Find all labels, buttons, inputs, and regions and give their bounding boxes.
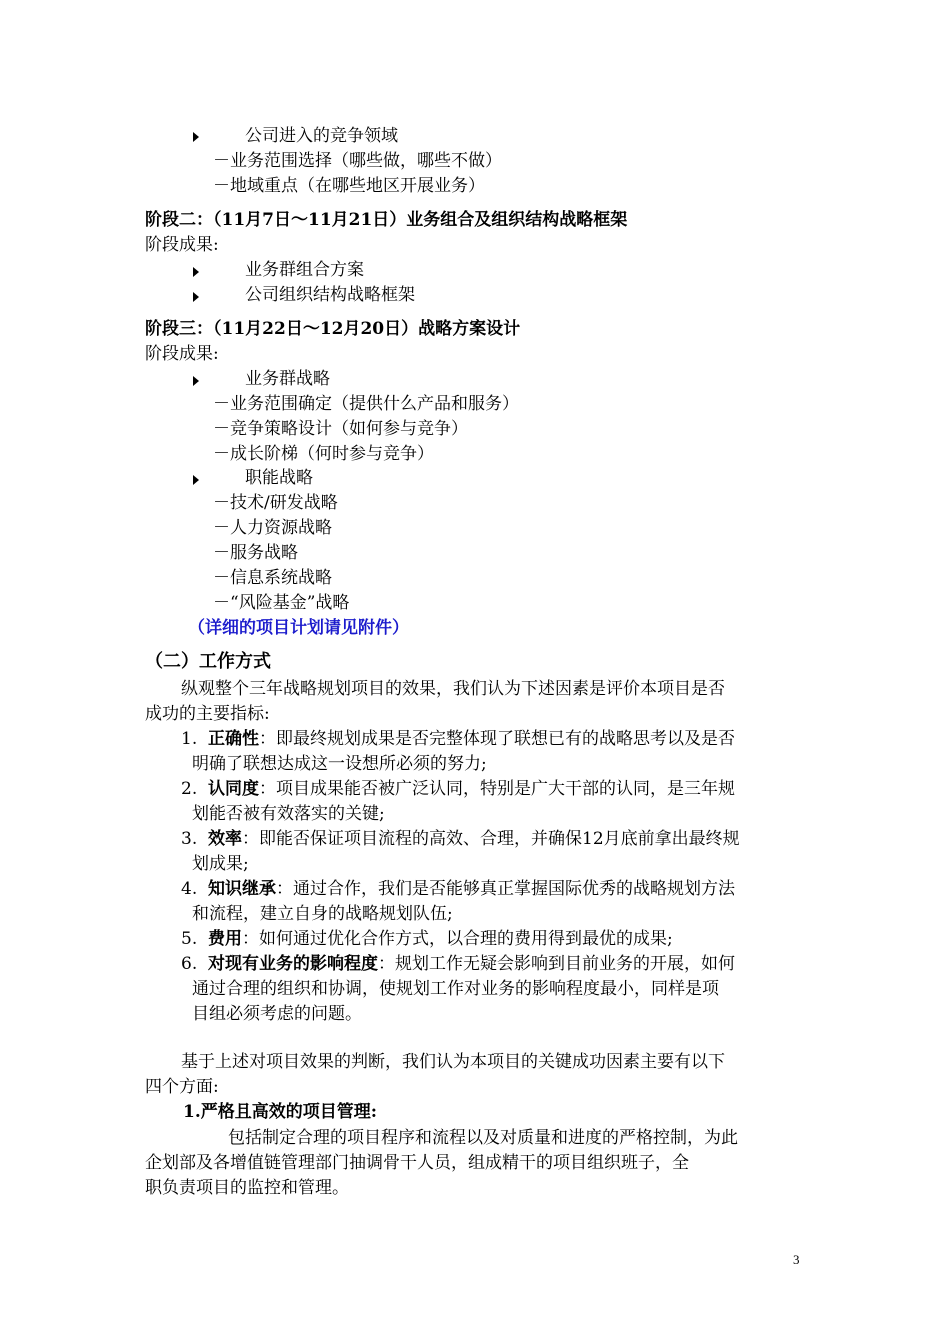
criterion-item: 5. 费用：如何通过优化合作方式，以合理的费用得到最优的成果; [181, 929, 673, 949]
intro-line: 成功的主要指标: [145, 704, 270, 724]
stage2-heading: 阶段二：（11月7日～11月21日）业务组合及组织结构战略框架 [145, 210, 628, 230]
criterion-item: 4. 知识继承：通过合作，我们是否能够真正掌握国际优秀的战略规划方法 [181, 879, 736, 899]
stage3-result-label: 阶段成果: [145, 344, 219, 364]
sub-item: －“风险基金”战略 [213, 593, 350, 613]
sub-item: －服务战略 [213, 543, 298, 563]
factor-title: 1.严格且高效的项目管理: [183, 1102, 378, 1122]
bullet-marker [193, 286, 199, 306]
bullet-marker [193, 370, 199, 390]
criterion-cont: 目组必须考虑的问题。 [192, 1004, 362, 1024]
sub-item: －人力资源战略 [213, 518, 332, 538]
bullet-text: 公司组织结构战略框架 [245, 285, 415, 305]
plan-note: （详细的项目计划请见附件） [188, 618, 409, 638]
sub-item: －技术/研发战略 [213, 493, 338, 513]
stage2-result-label: 阶段成果: [145, 235, 219, 255]
criterion-cont: 划成果; [192, 854, 249, 874]
para-line: 四个方面: [145, 1077, 219, 1097]
para-line: 基于上述对项目效果的判断，我们认为本项目的关键成功因素主要有以下 [181, 1052, 725, 1072]
criterion-cont: 和流程，建立自身的战略规划队伍; [192, 904, 453, 924]
criterion-item: 1. 正确性：即最终规划成果是否完整体现了联想已有的战略思考以及是否 [181, 729, 736, 749]
sub-item: －竞争策略设计（如何参与竞争） [213, 419, 468, 439]
bullet-text: 业务群组合方案 [245, 260, 364, 280]
sub-item: －信息系统战略 [213, 568, 332, 588]
criterion-item: 2. 认同度：项目成果能否被广泛认同，特别是广大干部的认同，是三年规 [181, 779, 736, 799]
sub-item: －业务范围确定（提供什么产品和服务） [213, 394, 519, 414]
section-heading: （二）工作方式 [145, 651, 271, 672]
criterion-item: 3. 效率：即能否保证项目流程的高效、合理，并确保12月底前拿出最终规 [181, 829, 740, 849]
bullet-text: 职能战略 [245, 468, 313, 488]
bullet-marker [193, 469, 199, 489]
factor-line: 包括制定合理的项目程序和流程以及对质量和进度的严格控制，为此 [228, 1128, 738, 1148]
criterion-item: 6. 对现有业务的影响程度：规划工作无疑会影响到目前业务的开展，如何 [181, 954, 736, 974]
intro-line: 纵观整个三年战略规划项目的效果，我们认为下述因素是评价本项目是否 [181, 679, 725, 699]
sub-item: －业务范围选择（哪些做，哪些不做） [213, 151, 502, 171]
stage3-heading: 阶段三：（11月22日～12月20日）战略方案设计 [145, 319, 521, 339]
factor-line: 企划部及各增值链管理部门抽调骨干人员，组成精干的项目组织班子，全 [145, 1153, 689, 1173]
bullet-marker [193, 261, 199, 281]
criterion-cont: 明确了联想达成这一设想所必须的努力; [192, 754, 487, 774]
sub-item: －成长阶梯（何时参与竞争） [213, 444, 434, 464]
bullet-text: 业务群战略 [245, 369, 330, 389]
bullet-marker [193, 126, 199, 146]
factor-line: 职负责项目的监控和管理。 [145, 1178, 349, 1198]
bullet-text: 公司进入的竞争领域 [245, 126, 398, 146]
sub-item: －地域重点（在哪些地区开展业务） [213, 176, 485, 196]
criterion-cont: 通过合理的组织和协调，使规划工作对业务的影响程度最小，同样是项 [192, 979, 719, 999]
criterion-cont: 划能否被有效落实的关键; [192, 804, 385, 824]
page-number: 3 [793, 1252, 800, 1267]
